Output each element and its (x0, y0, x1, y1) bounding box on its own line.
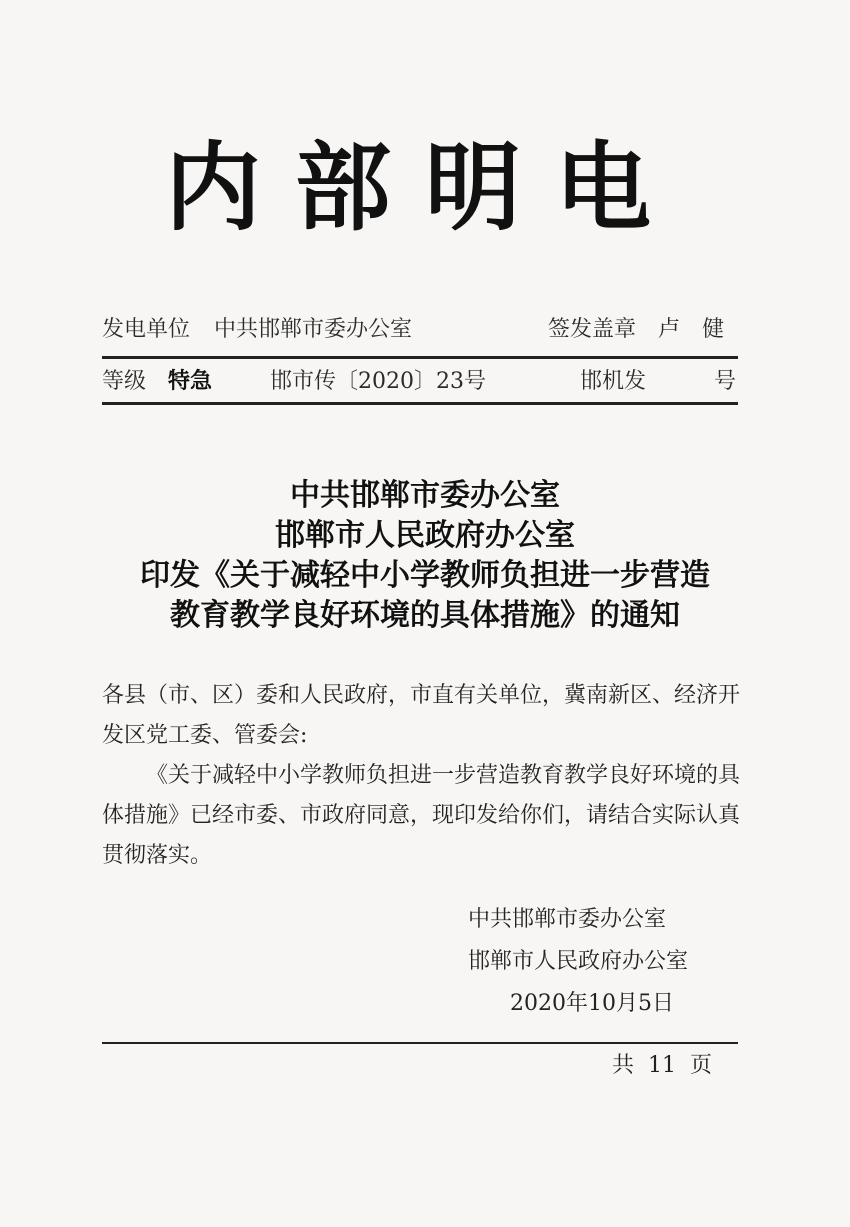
page-count-prefix: 共 (612, 1053, 635, 1078)
sign-label: 签发盖章 (548, 317, 637, 342)
signer-value: 卢 健 (658, 317, 725, 342)
level-label: 等级 (102, 369, 147, 394)
level-value: 特急 (168, 369, 213, 394)
heading-line-4: 教育教学良好环境的具体措施》的通知 (170, 598, 680, 633)
doc-number: 邯市传〔2020〕23号 (270, 369, 486, 394)
document-title: 内部明电 (165, 131, 685, 244)
signature-date: 2020年10月5日 (510, 991, 674, 1016)
office-suffix: 号 (714, 369, 737, 394)
divider-bottom (102, 402, 738, 405)
divider-top (102, 356, 738, 359)
signature-org-2: 邯郸市人民政府办公室 (468, 949, 689, 974)
body-paragraph: 《关于减轻中小学教师负担进一步营造教育教学良好环境的具体措施》已经市委、市政府同意，现印发给你们，请结合实际认真贯彻落实。 (102, 763, 741, 868)
heading-line-2: 邯郸市人民政府办公室 (275, 518, 575, 553)
level-row (102, 362, 738, 402)
footer-divider (102, 1042, 738, 1044)
office-label: 邯机发 (580, 369, 647, 394)
sender-label: 发电单位 (102, 317, 191, 342)
heading-line-3: 印发《关于减轻中小学教师负担进一步营造 (140, 558, 710, 593)
notice-heading (100, 476, 750, 636)
addressee: 各县（市、区）委和人民政府，市直有关单位，冀南新区、经济开发区党工委、管委会: (102, 683, 741, 748)
heading-line-1: 中共邯郸市委办公室 (290, 478, 560, 513)
page-count-suffix: 页 (690, 1053, 713, 1078)
signature-org-1: 中共邯郸市委办公室 (468, 907, 667, 932)
sender-row (102, 310, 738, 350)
sender-value: 中共邯郸市委办公室 (214, 317, 413, 342)
page-count-number: 11 (648, 1053, 677, 1078)
page-count (612, 1050, 726, 1082)
